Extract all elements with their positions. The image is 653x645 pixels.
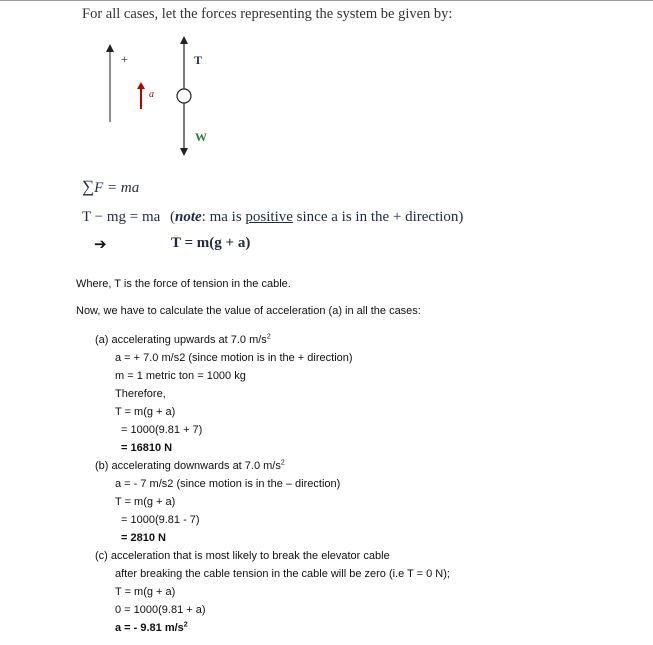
acceleration-label: a xyxy=(149,89,154,100)
case-c-line: 0 = 1000(9.81 + a) xyxy=(115,604,206,616)
weight-arrowhead xyxy=(180,148,188,156)
case-a-heading-sup: 2 xyxy=(266,333,271,341)
sigma-symbol: ∑ xyxy=(82,177,95,196)
case-a-line: a = + 7.0 m/s2 (since motion is in the + direction) xyxy=(115,352,353,364)
direction-note xyxy=(170,209,463,226)
case-b-heading-text: (b) accelerating downwards at 7.0 m/s xyxy=(95,460,281,472)
case-a-line: T = m(g + a) xyxy=(115,406,176,418)
tension-label: T xyxy=(194,53,203,67)
sum-force-equation xyxy=(82,177,139,197)
positive-direction-arrowhead xyxy=(106,44,114,52)
case-c-result-sup: 2 xyxy=(183,621,188,629)
case-c-heading: (c) acceleration that is most likely to break the elevator cable xyxy=(95,550,390,562)
case-a-result: = 16810 N xyxy=(121,442,173,454)
case-c-result xyxy=(115,622,188,634)
case-a-line: Therefore, xyxy=(115,388,166,400)
note-open: ( xyxy=(170,209,175,225)
newton-equation: T − mg = ma xyxy=(82,209,161,225)
intro-text: For all cases, let the forces representing the system be given by: xyxy=(82,6,453,22)
now-text: Now, we have to calculate the value of acceleration (a) in all the cases: xyxy=(76,305,421,317)
case-b-heading xyxy=(95,460,285,472)
case-b-line: T = m(g + a) xyxy=(115,496,176,508)
note-positive: positive xyxy=(245,209,293,225)
case-b-heading-sup: 2 xyxy=(280,459,285,467)
implies-arrow-icon: ➔ xyxy=(94,236,107,253)
case-c-result-text: a = - 9.81 m/s xyxy=(115,622,184,634)
tension-result-equation: T = m(g + a) xyxy=(171,235,251,251)
note-end: since a is in the + direction) xyxy=(292,209,464,225)
case-a-heading-text: (a) accelerating upwards at 7.0 m/s xyxy=(95,334,267,346)
case-c-line: T = m(g + a) xyxy=(115,586,176,598)
free-body-diagram xyxy=(0,0,653,170)
case-a-line: = 1000(9.81 + 7) xyxy=(121,424,203,436)
note-word: note xyxy=(175,209,202,225)
case-a-line: m = 1 metric ton = 1000 kg xyxy=(115,370,246,382)
plus-label: + xyxy=(121,52,128,66)
case-c-line: after breaking the cable tension in the cable will be zero (i.e T = 0 N); xyxy=(115,568,450,580)
sum-force-rest: F = ma xyxy=(94,180,140,196)
where-text: Where, T is the force of tension in the cable. xyxy=(76,278,291,290)
note-mid: : ma is xyxy=(201,209,246,225)
case-b-result: = 2810 N xyxy=(121,532,166,544)
case-a-heading xyxy=(95,334,271,346)
mass-body xyxy=(177,89,191,103)
weight-label: W xyxy=(195,130,207,144)
case-b-line: = 1000(9.81 - 7) xyxy=(121,514,200,526)
acceleration-arrowhead xyxy=(137,82,145,89)
tension-arrowhead xyxy=(180,36,188,44)
case-b-line: a = - 7 m/s2 (since motion is in the – direction) xyxy=(115,478,341,490)
